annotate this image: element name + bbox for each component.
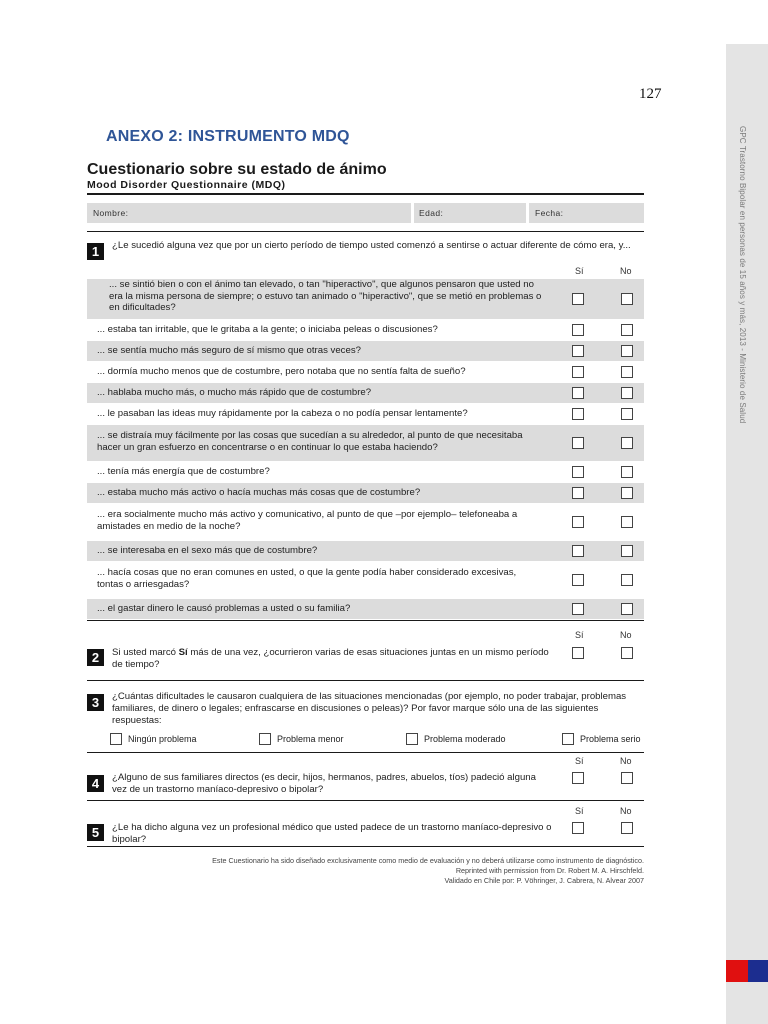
q1-yes-checkbox[interactable] (572, 487, 584, 499)
q1-item-text: ... se interesaba en el sexo más que de costumbre? (97, 545, 318, 556)
yes-header: Sí (575, 630, 584, 640)
q4-no-checkbox[interactable] (621, 772, 633, 784)
questionnaire-title: Cuestionario sobre su estado de ánimo (87, 161, 387, 178)
no-header: No (620, 266, 632, 276)
q1-yes-checkbox[interactable] (572, 387, 584, 399)
q1-item-text: ... estaba mucho más activo o hacía muchas más cosas que de costumbre? (97, 487, 421, 498)
q2-yes-checkbox[interactable] (572, 647, 584, 659)
q1-no-checkbox[interactable] (621, 324, 633, 336)
q1-no-checkbox[interactable] (621, 437, 633, 449)
q1-item-text: ... se distraía muy fácilmente por las cosas que sucedían a su alrededor, al punto de que necesitaba hacer un gran esfuerzo en concentrarse o en continuar lo que estaba haciendo? (97, 430, 523, 453)
q1-item-text: ... le pasaban las ideas muy rápidamente por la cabeza o no podía pensar lentamente? (97, 408, 468, 419)
q1-no-checkbox[interactable] (621, 387, 633, 399)
q1-item-text: ... hablaba mucho más, o mucho más rápido que de costumbre? (97, 387, 372, 398)
q1-item-text: ... dormía mucho menos que de costumbre, pero notaba que no sentía falta de sueño? (97, 366, 466, 377)
q1-no-checkbox[interactable] (621, 408, 633, 420)
q1-yes-checkbox[interactable] (572, 516, 584, 528)
q1-item-row (87, 504, 644, 540)
no-header: No (620, 806, 632, 816)
q1-item-row (87, 541, 644, 561)
q5-yes-checkbox[interactable] (572, 822, 584, 834)
side-margin-bar (726, 44, 768, 1024)
q1-no-checkbox[interactable] (621, 545, 633, 557)
section-rule (87, 620, 644, 621)
q1-item-text: ... el gastar dinero le causó problemas a usted o su familia? (97, 603, 351, 614)
q1-no-checkbox[interactable] (621, 516, 633, 528)
q3-option-checkbox[interactable] (110, 733, 122, 745)
annex-title: ANEXO 2: INSTRUMENTO MDQ (106, 128, 350, 145)
q1-no-checkbox[interactable] (621, 345, 633, 357)
q1-item-row (87, 404, 644, 424)
footer-permission: Reprinted with permission from Dr. Robert M. A. Hirschfeld. (455, 866, 644, 875)
q1-item-row (87, 599, 644, 619)
q1-item-row (87, 341, 644, 361)
q1-item-row (87, 279, 644, 319)
q1-item-text: ... era socialmente mucho más activo y comunicativo, al punto de que –por ejemplo– telefoneaba a amistades en medio de la noche? (97, 509, 518, 532)
date-label: Fecha: (535, 208, 564, 218)
q3-option-label: Problema moderado (424, 734, 506, 744)
question-number-1: 1 (87, 243, 104, 260)
q1-no-checkbox[interactable] (621, 293, 633, 305)
q3-option-label: Ningún problema (128, 734, 197, 744)
q1-item-text: ... tenía más energía que de costumbre? (97, 466, 270, 477)
q1-item-row (87, 483, 644, 503)
q3-option-label: Problema serio (580, 734, 641, 744)
section-rule (87, 800, 644, 801)
q1-yes-checkbox[interactable] (572, 366, 584, 378)
q3-option-checkbox[interactable] (406, 733, 418, 745)
q4-yes-checkbox[interactable] (572, 772, 584, 784)
question-5-text: ¿Le ha dicho alguna vez un profesional médico que usted padece de un trastorno maníaco-depresivo o bipolar? (112, 822, 552, 845)
q1-no-checkbox[interactable] (621, 466, 633, 478)
blue-corner-mark (748, 960, 768, 982)
q1-yes-checkbox[interactable] (572, 324, 584, 336)
q1-no-checkbox[interactable] (621, 487, 633, 499)
q1-yes-checkbox[interactable] (572, 345, 584, 357)
question-2-text: Si usted marcó Sí más de una vez, ¿ocurrieron varias de esas situaciones juntas en un mismo período de tiempo? (112, 647, 549, 670)
q1-item-row (87, 425, 644, 461)
q5-no-checkbox[interactable] (621, 822, 633, 834)
q1-item-text: ... se sintió bien o con el ánimo tan elevado, o tan "hiperactivo", que algunos pensaron que usted no era la misma persona de siempre; o estuvo tan animado o "hiperactivo", que se metió en problemas o en dificultades? (109, 279, 542, 313)
red-corner-mark (726, 960, 748, 982)
q1-yes-checkbox[interactable] (572, 437, 584, 449)
q1-item-row (87, 383, 644, 403)
q3-option-label: Problema menor (277, 734, 344, 744)
question-number-3: 3 (87, 694, 104, 711)
yes-header: Sí (575, 806, 584, 816)
q3-option-checkbox[interactable] (562, 733, 574, 745)
q1-item-row (87, 562, 644, 598)
q1-no-checkbox[interactable] (621, 366, 633, 378)
no-header: No (620, 630, 632, 640)
q1-yes-checkbox[interactable] (572, 574, 584, 586)
questionnaire-subtitle: Mood Disorder Questionnaire (MDQ) (87, 179, 286, 191)
section-rule (87, 231, 644, 232)
question-number-4: 4 (87, 775, 104, 792)
q1-yes-checkbox[interactable] (572, 466, 584, 478)
question-number-5: 5 (87, 824, 104, 841)
q1-no-checkbox[interactable] (621, 574, 633, 586)
title-rule (87, 193, 644, 195)
footer-disclaimer: Este Cuestionario ha sido diseñado exclusivamente como medio de evaluación y no deberá utilizarse como instrumento de diagnóstico. (212, 856, 644, 865)
q1-yes-checkbox[interactable] (572, 545, 584, 557)
q3-option-checkbox[interactable] (259, 733, 271, 745)
q1-item-text: ... se sentía mucho más seguro de sí mismo que otras veces? (97, 345, 361, 356)
name-field[interactable] (87, 203, 411, 223)
q2-no-checkbox[interactable] (621, 647, 633, 659)
yes-header: Sí (575, 266, 584, 276)
q1-no-checkbox[interactable] (621, 603, 633, 615)
question-4-text: ¿Alguno de sus familiares directos (es decir, hijos, hermanos, padres, abuelos, tíos) padeció alguna vez de un trastorno maníaco-depresivo o bipolar? (112, 772, 536, 795)
section-rule (87, 846, 644, 847)
name-label: Nombre: (93, 208, 129, 218)
section-rule (87, 680, 644, 681)
question-1-text: ¿Le sucedió alguna vez que por un cierto período de tiempo usted comenzó a sentirse o actuar diferente de cómo era, y... (112, 240, 631, 251)
page-number: 127 (639, 86, 662, 102)
q1-yes-checkbox[interactable] (572, 408, 584, 420)
q1-item-row (87, 320, 644, 340)
side-running-title: GPC Trastorno Bipolar en personas de 15 años y más, 2013 - Ministerio de Salud (738, 126, 747, 424)
q1-item-row (87, 462, 644, 482)
question-number-2: 2 (87, 649, 104, 666)
section-rule (87, 752, 644, 753)
q1-item-text: ... hacía cosas que no eran comunes en usted, o que la gente podía haber considerado excesivas, tontas o arriesgadas? (97, 567, 517, 590)
q1-yes-checkbox[interactable] (572, 293, 584, 305)
question-3-text: ¿Cuántas dificultades le causaron cualquiera de las situaciones mencionadas (por ejemplo, no poder trabajar, problemas familiares, de dinero o legales; enfrascarse en discusiones o peleas)? Por favor marque sólo una de las siguientes respuestas: (112, 691, 627, 726)
q1-yes-checkbox[interactable] (572, 603, 584, 615)
no-header: No (620, 756, 632, 766)
q1-item-text: ... estaba tan irritable, que le gritaba a la gente; o iniciaba peleas o discusiones? (97, 324, 438, 335)
footer-validation: Validado en Chile por: P. Vöhringer, J. Cabrera, N. Alvear 2007 (444, 876, 644, 885)
q1-item-row (87, 362, 644, 382)
age-label: Edad: (419, 208, 444, 218)
yes-header: Sí (575, 756, 584, 766)
